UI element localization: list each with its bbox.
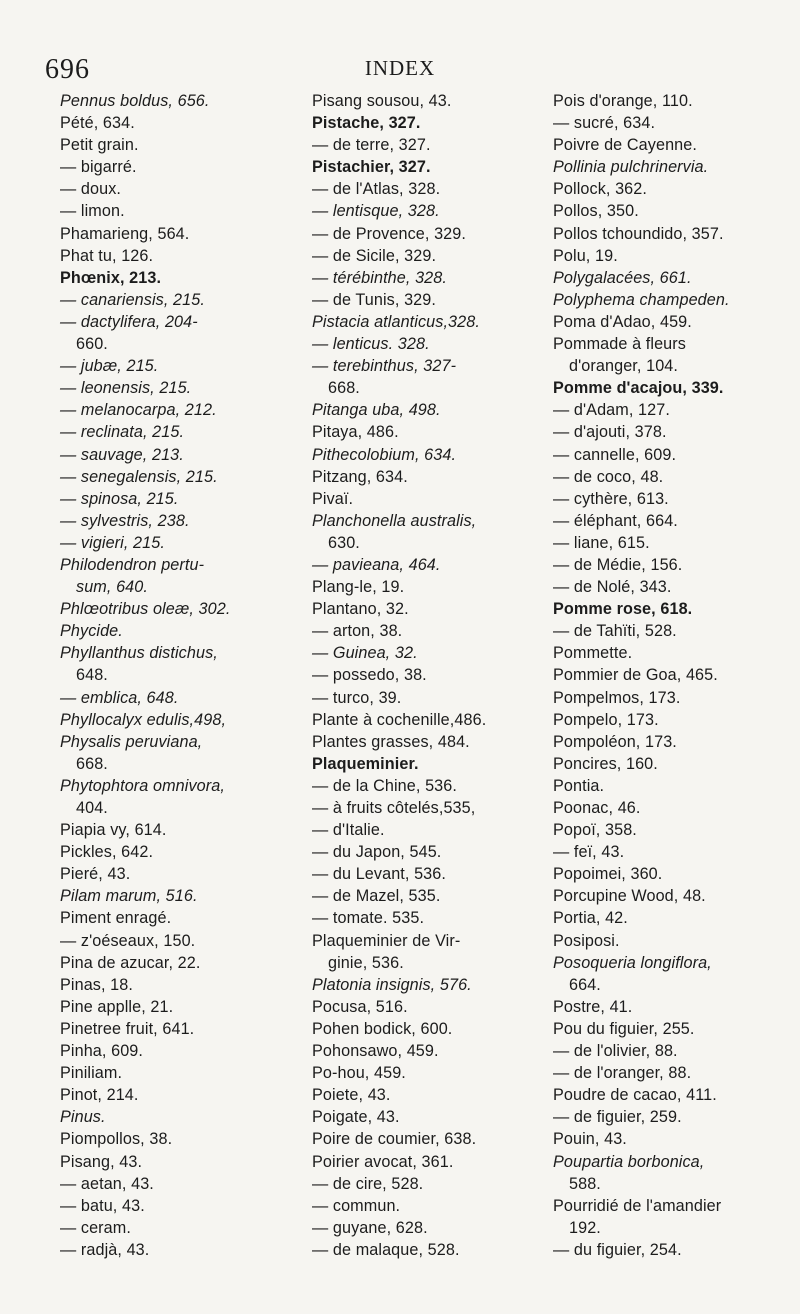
index-entry: 660. — [76, 335, 108, 354]
index-entry: Physalis peruviana, — [60, 732, 203, 751]
index-entry: Planchonella australis, — [312, 511, 477, 530]
index-entry: — de Tunis, 329. — [312, 290, 436, 309]
index-entry: Pété, 634. — [60, 114, 135, 133]
index-entry: Posoqueria longiflora, — [553, 953, 712, 972]
index-entry: Pou du figuier, 255. — [553, 1019, 695, 1038]
index-entry: Posiposi. — [553, 931, 620, 950]
index-entry: Plang-le, 19. — [312, 578, 405, 597]
index-entry: — de l'Atlas, 328. — [312, 180, 441, 199]
index-entry: Pickles, 642. — [60, 843, 154, 862]
index-entry: — commun. — [312, 1196, 401, 1215]
index-entry: Piompollos, 38. — [60, 1130, 173, 1149]
index-entry: — du Levant, 536. — [312, 865, 446, 884]
index-entry: — à fruits côtelés,535, — [312, 799, 476, 817]
index-entry: — radjà, 43. — [60, 1240, 150, 1259]
index-entry: — liane, 615. — [553, 533, 650, 552]
index-entry: Polygalacées, 661. — [553, 268, 692, 287]
index-entry: Pinetree fruit, 641. — [60, 1019, 195, 1038]
index-entry: Portia, 42. — [553, 909, 628, 928]
index-entry: — de Sicile, 329. — [312, 246, 437, 265]
index-entry: — sucré, 634. — [553, 114, 656, 133]
index-entry: — dactylifera, 204- — [60, 312, 198, 331]
index-entry: — turco, 39. — [312, 688, 402, 707]
index-entry: — de cire, 528. — [312, 1174, 424, 1193]
index-entry: 192. — [569, 1218, 601, 1237]
index-entry: Pohonsawo, 459. — [312, 1042, 439, 1061]
index-entry: — du Japon, 545. — [312, 843, 442, 862]
index-entry: — du figuier, 254. — [553, 1240, 682, 1259]
index-entry: — d'Adam, 127. — [553, 401, 670, 420]
index-entry: Pommier de Goa, 465. — [553, 666, 718, 685]
index-entry: Poma d'Adao, 459. — [553, 312, 692, 331]
index-entry: Pivaï. — [312, 489, 354, 508]
index-entry: Pommade à fleurs — [553, 335, 686, 354]
index-entry: Pomme d'acajou, 339. — [553, 379, 724, 398]
index-entry: Pohen bodick, 600. — [312, 1019, 453, 1038]
index-entry: — canariensis, 215. — [60, 290, 205, 309]
index-entry: Pompoléon, 173. — [553, 732, 677, 751]
index-entry: Pennus boldus, 656. — [60, 92, 210, 110]
index-entry: Pitanga uba, 498. — [312, 401, 441, 420]
index-entry: 648. — [76, 666, 108, 685]
index-entry: Poire de coumier, 638. — [312, 1130, 477, 1149]
index-entry: Plante à cochenille,486. — [312, 710, 487, 729]
index-entry: Plantes grasses, 484. — [312, 732, 470, 751]
index-entry: Pistache, 327. — [312, 114, 421, 133]
index-entry: Postre, 41. — [553, 997, 633, 1016]
index-entry: — tomate. 535. — [312, 909, 425, 928]
index-entry: Pinus. — [60, 1108, 106, 1127]
index-entry: 588. — [569, 1174, 601, 1193]
index-entry: Piment enragé. — [60, 909, 172, 928]
index-entry: Pitaya, 486. — [312, 423, 399, 442]
index-entry: Pompelmos, 173. — [553, 688, 681, 707]
index-entry: Plaqueminier. — [312, 754, 419, 773]
index-entry: — aetan, 43. — [60, 1174, 154, 1193]
index-entry: Pithecolobium, 634. — [312, 445, 457, 464]
index-entry: Phat tu, 126. — [60, 246, 154, 265]
index-entry: Phytophtora omnivora, — [60, 776, 225, 795]
index-entry: Polyphema champeden. — [553, 290, 730, 309]
index-entry: Pollos, 350. — [553, 202, 639, 221]
index-entry: Pollinia pulchrinervia. — [553, 158, 709, 177]
index-entry: — de terre, 327. — [312, 136, 431, 155]
index-entry: — guyane, 628. — [312, 1218, 428, 1237]
index-entry: — lenticus. 328. — [312, 335, 430, 354]
index-entry: Platonia insignis, 576. — [312, 975, 472, 994]
index-entry: Phamarieng, 564. — [60, 224, 190, 243]
index-entry: — de malaque, 528. — [312, 1240, 460, 1259]
index-column-2 — [312, 90, 532, 1261]
index-entry: — de l'olivier, 88. — [553, 1042, 678, 1061]
index-entry: — reclinata, 215. — [60, 423, 185, 442]
index-entry: Polu, 19. — [553, 246, 618, 265]
index-entry: — ceram. — [60, 1218, 131, 1237]
index-entry: — de Provence, 329. — [312, 224, 466, 243]
index-entry: Pinas, 18. — [60, 975, 133, 994]
index-entry: — de Mazel, 535. — [312, 887, 441, 906]
index-entry: Pisang, 43. — [60, 1152, 143, 1171]
index-entry: — arton, 38. — [312, 622, 403, 641]
index-entry: Pitzang, 634. — [312, 467, 408, 486]
index-entry: Pourridié de l'amandier — [553, 1196, 722, 1215]
index-entry: Phœnix, 213. — [60, 268, 162, 287]
index-entry: Pommette. — [553, 644, 633, 663]
index-entry: — doux. — [60, 180, 121, 199]
index-entry: Pinha, 609. — [60, 1042, 144, 1061]
index-entry: Poivre de Cayenne. — [553, 136, 697, 155]
index-entry: Pollos tchoundido, 357. — [553, 224, 724, 243]
index-entry: 404. — [76, 799, 108, 817]
index-entry: — lentisque, 328. — [312, 202, 440, 221]
index-entry: Poirier avocat, 361. — [312, 1152, 454, 1171]
index-entry: — terebinthus, 327- — [312, 357, 457, 376]
index-entry: Petit grain. — [60, 136, 139, 155]
index-entry: — limon. — [60, 202, 125, 221]
index-entry: — melanocarpa, 212. — [60, 401, 217, 420]
index-entry: — batu, 43. — [60, 1196, 145, 1215]
index-entry: — vigieri, 215. — [60, 533, 165, 552]
index-entry: Philodendron pertu- — [60, 555, 205, 574]
index-entry: Poiete, 43. — [312, 1086, 391, 1105]
index-entry: Plantano, 32. — [312, 600, 409, 619]
index-entry: — cannelle, 609. — [553, 445, 677, 464]
index-entry: Pomme rose, 618. — [553, 600, 693, 619]
index-entry: — térébinthe, 328. — [312, 268, 447, 287]
index-entry: Phyllocalyx edulis,498, — [60, 710, 227, 729]
index-entry: Poupartia borbonica, — [553, 1152, 705, 1171]
index-entry: Po-hou, 459. — [312, 1064, 406, 1083]
index-entry: Poigate, 43. — [312, 1108, 400, 1127]
running-head: INDEX — [364, 56, 436, 80]
index-entry: — pavieana, 464. — [312, 555, 441, 574]
index-entry: Phlœotribus oleæ, 302. — [60, 600, 231, 619]
index-entry: 668. — [328, 379, 360, 398]
index-entry: Pilam marum, 516. — [60, 887, 198, 906]
index-entry: — cythère, 613. — [553, 489, 669, 508]
index-entry: — de Nolé, 343. — [553, 578, 672, 597]
index-entry: Pisang sousou, 43. — [312, 92, 452, 110]
index-entry: Pinot, 214. — [60, 1086, 139, 1105]
index-entry: — de Tahïti, 528. — [553, 622, 677, 641]
index-entry: — senegalensis, 215. — [60, 467, 218, 486]
index-entry: d'oranger, 104. — [569, 357, 678, 376]
index-entry: — de la Chine, 536. — [312, 776, 457, 795]
index-entry: Pistacia atlanticus,328. — [312, 312, 480, 331]
index-entry: Pompelo, 173. — [553, 710, 659, 729]
index-entry: Pina de azucar, 22. — [60, 953, 201, 972]
index-entry: — emblica, 648. — [60, 688, 179, 707]
index-entry: — éléphant, 664. — [553, 511, 678, 530]
index-entry: Pouin, 43. — [553, 1130, 627, 1149]
index-entry: Poudre de cacao, 411. — [553, 1086, 717, 1105]
index-entry: Phyllanthus distichus, — [60, 644, 218, 663]
index-entry: Pistachier, 327. — [312, 158, 431, 177]
index-entry: — d'Italie. — [312, 821, 385, 840]
index-column-3 — [553, 90, 793, 1261]
index-entry: ginie, 536. — [328, 953, 404, 972]
index-entry: Popoï, 358. — [553, 821, 637, 840]
index-entry: Poonac, 46. — [553, 799, 641, 817]
index-entry: Popoimei, 360. — [553, 865, 663, 884]
index-entry: Pontia. — [553, 776, 605, 795]
index-entry: — bigarré. — [60, 158, 137, 177]
index-entry: — spinosa, 215. — [60, 489, 179, 508]
index-entry: — de Médie, 156. — [553, 555, 683, 574]
index-entry: Pieré, 43. — [60, 865, 131, 884]
index-entry: — sylvestris, 238. — [60, 511, 190, 530]
index-entry: — d'ajouti, 378. — [553, 423, 667, 442]
index-entry: — de coco, 48. — [553, 467, 664, 486]
index-entry: Pocusa, 516. — [312, 997, 408, 1016]
index-entry: Plaqueminier de Vir- — [312, 931, 461, 950]
index-entry: — Guinea, 32. — [312, 644, 418, 663]
index-entry: Porcupine Wood, 48. — [553, 887, 706, 906]
index-entry: Phycide. — [60, 622, 123, 641]
index-entry: — feï, 43. — [553, 843, 625, 862]
index-entry: — jubæ, 215. — [60, 357, 159, 376]
index-entry: Poncires, 160. — [553, 754, 658, 773]
index-entry: — z'oéseaux, 150. — [60, 931, 196, 950]
index-entry: Piniliam. — [60, 1064, 123, 1083]
index-entry: — leonensis, 215. — [60, 379, 192, 398]
index-entry: — sauvage, 213. — [60, 445, 184, 464]
index-entry: — possedo, 38. — [312, 666, 427, 685]
index-entry: 668. — [76, 754, 108, 773]
index-entry: 630. — [328, 533, 360, 552]
index-entry: Piapia vy, 614. — [60, 821, 167, 840]
index-entry: sum, 640. — [76, 578, 148, 597]
page-header — [0, 0, 800, 85]
page-number: 696 — [45, 54, 90, 85]
index-column-1 — [60, 90, 290, 1261]
index-entry: — de figuier, 259. — [553, 1108, 682, 1127]
index-entry: Pine applle, 21. — [60, 997, 174, 1016]
index-entry: 664. — [569, 975, 601, 994]
index-entry: — de l'oranger, 88. — [553, 1064, 692, 1083]
index-entry: Pois d'orange, 110. — [553, 92, 693, 110]
index-entry: Pollock, 362. — [553, 180, 647, 199]
